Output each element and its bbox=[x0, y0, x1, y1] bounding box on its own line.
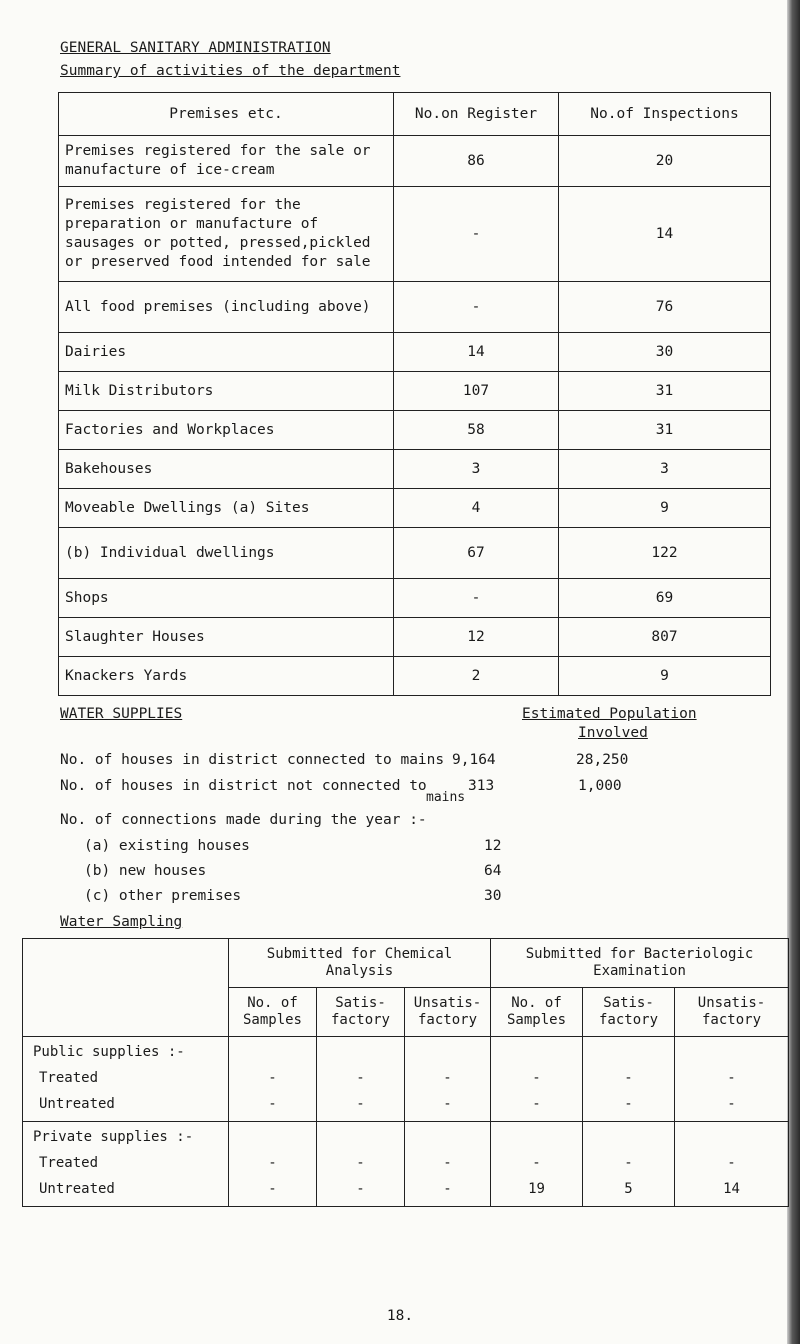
value-cell: - bbox=[532, 1070, 541, 1086]
register-count: 14 bbox=[394, 333, 559, 372]
register-count: 67 bbox=[394, 528, 559, 579]
column-header: Premises etc. bbox=[59, 93, 394, 136]
value-cell: - bbox=[356, 1155, 365, 1171]
table-row bbox=[59, 579, 771, 618]
value-cell: - bbox=[443, 1181, 452, 1197]
connection-other-value: 30 bbox=[484, 888, 502, 904]
value-cell: - bbox=[443, 1096, 452, 1112]
value-cell: - bbox=[727, 1155, 736, 1171]
register-count: 3 bbox=[394, 450, 559, 489]
premises-table bbox=[58, 92, 771, 696]
inspection-count: 14 bbox=[559, 187, 771, 282]
row-label: Knackers Yards bbox=[59, 657, 394, 696]
table-header-row bbox=[59, 93, 771, 136]
table-row bbox=[59, 372, 771, 411]
value-cell: - bbox=[268, 1181, 277, 1197]
table-row bbox=[59, 528, 771, 579]
column-header: Unsatis- factory bbox=[675, 988, 789, 1037]
water-sampling-heading: Water Sampling bbox=[60, 914, 183, 930]
inspection-count: 69 bbox=[559, 579, 771, 618]
inspection-count: 9 bbox=[559, 657, 771, 696]
column-header: No. of Samples bbox=[491, 988, 583, 1037]
table-row bbox=[59, 136, 771, 187]
table-row bbox=[23, 1122, 789, 1207]
column-header: No.of Inspections bbox=[559, 93, 771, 136]
public-values-col bbox=[317, 1037, 405, 1122]
private-untreated-label: Untreated bbox=[39, 1181, 115, 1197]
private-supplies-label: Private supplies :- bbox=[33, 1129, 194, 1145]
value-cell: - bbox=[356, 1096, 365, 1112]
inspection-count: 31 bbox=[559, 372, 771, 411]
column-header: Satis- factory bbox=[583, 988, 675, 1037]
table-row bbox=[59, 657, 771, 696]
connections-label: No. of connections made during the year :- bbox=[60, 812, 427, 828]
register-count: - bbox=[394, 579, 559, 618]
connection-existing-value: 12 bbox=[484, 838, 502, 854]
value-cell: - bbox=[624, 1070, 633, 1086]
public-untreated-label: Untreated bbox=[39, 1096, 115, 1112]
inspection-count: 76 bbox=[559, 282, 771, 333]
water-sampling-table bbox=[22, 938, 789, 1207]
group-header-row bbox=[23, 939, 789, 988]
public-treated-label: Treated bbox=[39, 1070, 99, 1086]
value-cell: - bbox=[727, 1096, 736, 1112]
register-count: 107 bbox=[394, 372, 559, 411]
register-count: - bbox=[394, 282, 559, 333]
value-cell: - bbox=[624, 1096, 633, 1112]
inspection-count: 20 bbox=[559, 136, 771, 187]
chemical-group-header: Submitted for Chemical Analysis bbox=[229, 939, 491, 988]
register-count: 86 bbox=[394, 136, 559, 187]
inspection-count: 807 bbox=[559, 618, 771, 657]
connection-existing-label: (a) existing houses bbox=[84, 838, 250, 854]
value-cell: - bbox=[268, 1155, 277, 1171]
row-label: Milk Distributors bbox=[59, 372, 394, 411]
value-cell: - bbox=[356, 1181, 365, 1197]
row-label: Dairies bbox=[59, 333, 394, 372]
private-supplies-cell bbox=[23, 1122, 229, 1207]
register-count: - bbox=[394, 187, 559, 282]
table-row bbox=[59, 450, 771, 489]
column-header: No. of Samples bbox=[229, 988, 317, 1037]
public-supplies-label: Public supplies :- bbox=[33, 1044, 185, 1060]
row-label: Shops bbox=[59, 579, 394, 618]
population-heading-involved: Involved bbox=[578, 725, 648, 741]
connected-value: 9,164 bbox=[452, 752, 496, 768]
register-count: 58 bbox=[394, 411, 559, 450]
page-subtitle: Summary of activities of the department bbox=[60, 63, 401, 79]
row-label: Premises registered for the preparation or manufacture of sausages or potted, pressed,pickled or preserved food intended for sale bbox=[59, 187, 394, 282]
value-cell: 19 bbox=[528, 1181, 545, 1197]
table-row bbox=[59, 489, 771, 528]
not-connected-population: 1,000 bbox=[578, 778, 622, 794]
private-values-col bbox=[583, 1122, 675, 1207]
row-label: Bakehouses bbox=[59, 450, 394, 489]
value-cell: - bbox=[443, 1070, 452, 1086]
column-header: No.on Register bbox=[394, 93, 559, 136]
value-cell: - bbox=[356, 1070, 365, 1086]
register-count: 4 bbox=[394, 489, 559, 528]
public-values-col bbox=[229, 1037, 317, 1122]
table-row bbox=[23, 1037, 789, 1122]
connected-label: No. of houses in district connected to mains bbox=[60, 752, 445, 768]
value-cell: 5 bbox=[624, 1181, 633, 1197]
value-cell: 14 bbox=[723, 1181, 740, 1197]
population-heading: Estimated Population bbox=[522, 706, 697, 722]
table-row bbox=[59, 618, 771, 657]
value-cell: - bbox=[268, 1096, 277, 1112]
water-supplies-heading: WATER SUPPLIES bbox=[60, 706, 183, 722]
table-row bbox=[59, 333, 771, 372]
row-label: Factories and Workplaces bbox=[59, 411, 394, 450]
private-values-col bbox=[229, 1122, 317, 1207]
bacterio-group-header: Submitted for Bacteriologic Examination bbox=[491, 939, 789, 988]
connected-population: 28,250 bbox=[576, 752, 629, 768]
inspection-count: 31 bbox=[559, 411, 771, 450]
not-connected-label: No. of houses in district not connected to bbox=[60, 778, 427, 794]
inspection-count: 9 bbox=[559, 489, 771, 528]
public-values-col bbox=[491, 1037, 583, 1122]
connection-new-value: 64 bbox=[484, 863, 502, 879]
connection-other-label: (c) other premises bbox=[84, 888, 242, 904]
register-count: 12 bbox=[394, 618, 559, 657]
inspection-count: 30 bbox=[559, 333, 771, 372]
inspection-count: 3 bbox=[559, 450, 771, 489]
value-cell: - bbox=[532, 1096, 541, 1112]
row-label: All food premises (including above) bbox=[59, 282, 394, 333]
not-connected-value: 313 bbox=[468, 778, 495, 794]
public-values-col bbox=[405, 1037, 491, 1122]
empty-header-cell bbox=[23, 939, 229, 1037]
table-row bbox=[59, 187, 771, 282]
table-row bbox=[59, 411, 771, 450]
row-label: Moveable Dwellings (a) Sites bbox=[59, 489, 394, 528]
value-cell: - bbox=[624, 1155, 633, 1171]
value-cell: - bbox=[443, 1155, 452, 1171]
inspection-count: 122 bbox=[559, 528, 771, 579]
connection-new-label: (b) new houses bbox=[84, 863, 207, 879]
public-values-col bbox=[583, 1037, 675, 1122]
private-values-col bbox=[317, 1122, 405, 1207]
private-values-col bbox=[405, 1122, 491, 1207]
page-number: 18. bbox=[386, 1308, 414, 1324]
public-supplies-cell bbox=[23, 1037, 229, 1122]
row-label: Premises registered for the sale or manufacture of ice-cream bbox=[59, 136, 394, 187]
public-values-col bbox=[675, 1037, 789, 1122]
value-cell: - bbox=[727, 1070, 736, 1086]
value-cell: - bbox=[268, 1070, 277, 1086]
page-title: GENERAL SANITARY ADMINISTRATION bbox=[60, 40, 331, 56]
column-header: Unsatis- factory bbox=[405, 988, 491, 1037]
private-values-col bbox=[491, 1122, 583, 1207]
column-header: Satis- factory bbox=[317, 988, 405, 1037]
value-cell: - bbox=[532, 1155, 541, 1171]
table-row bbox=[59, 282, 771, 333]
not-connected-label-mains: mains bbox=[426, 790, 466, 805]
private-treated-label: Treated bbox=[39, 1155, 99, 1171]
row-label: (b) Individual dwellings bbox=[59, 528, 394, 579]
register-count: 2 bbox=[394, 657, 559, 696]
private-values-col bbox=[675, 1122, 789, 1207]
row-label: Slaughter Houses bbox=[59, 618, 394, 657]
